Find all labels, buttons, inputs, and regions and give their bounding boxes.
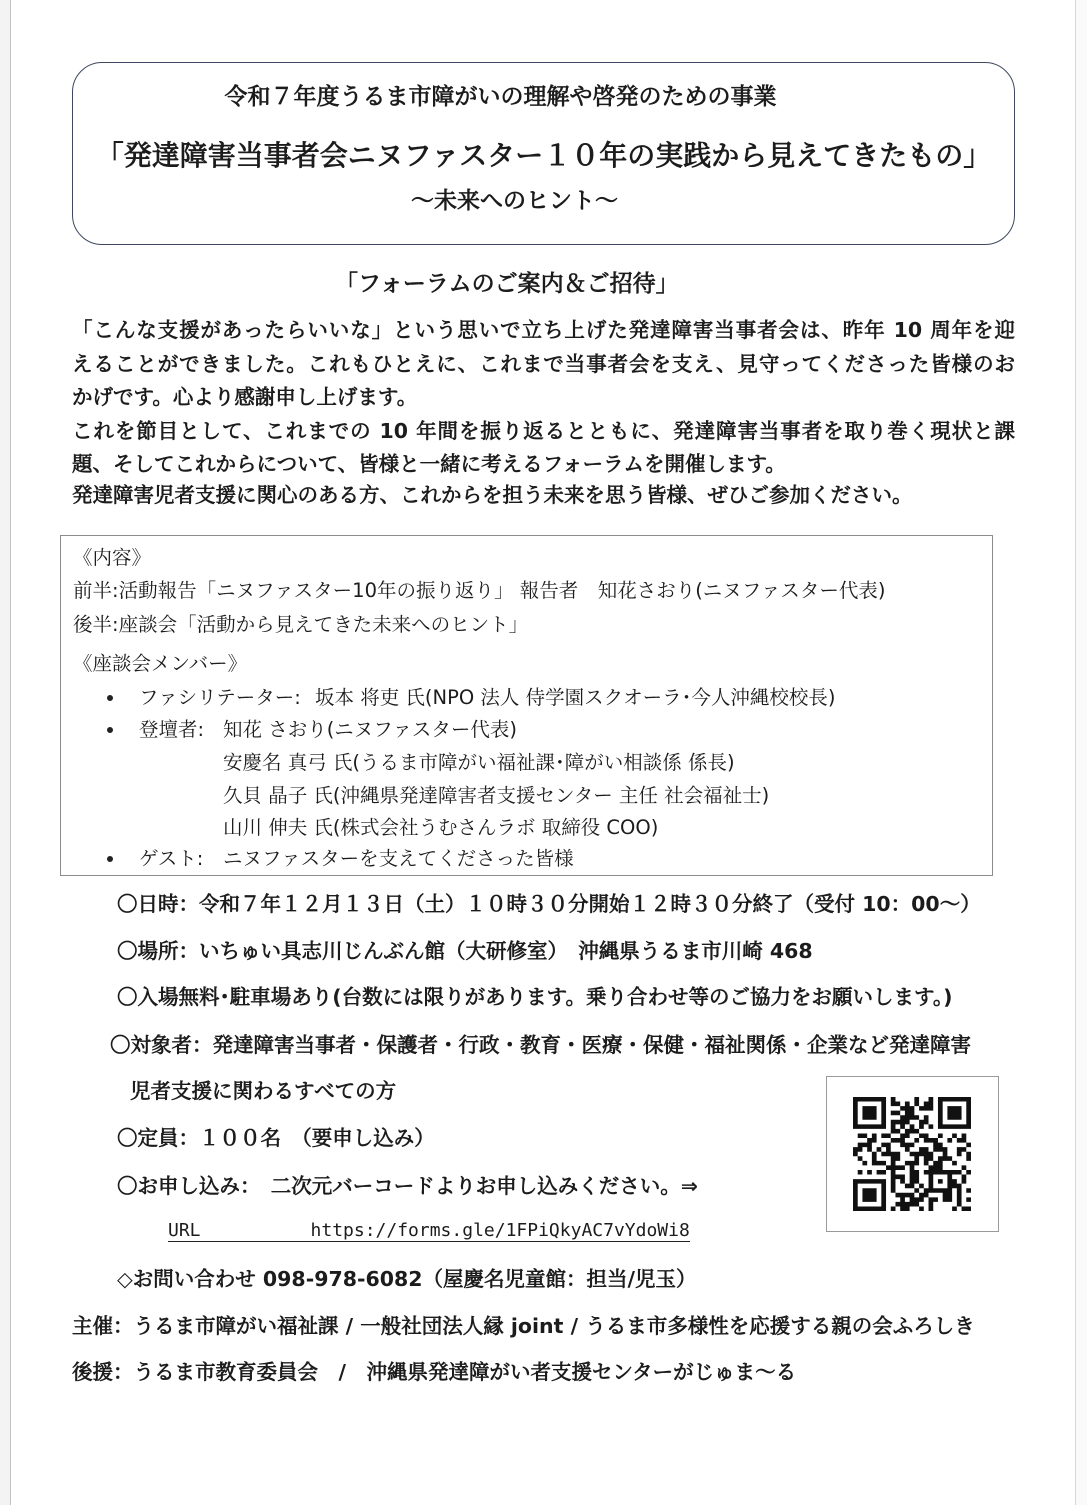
intro-line: 発達障害児者支援に関心のある方、これからを担う未来を思う皆様、ぜひご参加ください。	[72, 483, 913, 507]
event-subtitle: ～未来へのヒント～	[411, 188, 618, 214]
page-edge-right	[1075, 0, 1087, 1505]
program-first-half: 前半:活動報告「ニヌファスター10年の振り返り」 報告者 知花さおり(ニヌファスター代表)	[73, 579, 886, 602]
invitation-heading: 「フォーラムのご案内＆ご招待」	[335, 271, 679, 297]
qr-code-icon	[853, 1097, 971, 1211]
members-heading: 《座談会メンバー》	[73, 652, 248, 675]
bullet-icon	[107, 856, 113, 862]
header-box	[72, 62, 1015, 245]
intro-line: 「こんな支援があったらいいな」という思いで立ち上げた発達障害当事者会は、昨年 10 周年を迎	[72, 318, 1015, 342]
qr-code-pattern	[853, 1097, 971, 1211]
facilitator-name: 坂本 将吏 氏(NPO 法人 侍学園スクオーラ･今人沖縄校校長)	[315, 686, 836, 709]
page-edge-left	[0, 0, 11, 1505]
guests-role: ゲスト:	[139, 847, 204, 870]
intro-line: 題、そしてこれからについて、皆様と一緒に考えるフォーラムを開催します。	[72, 452, 786, 476]
speaker-item: 知花 さおり(ニヌファスター代表)	[223, 718, 518, 741]
organizers: 主催：うるま市障がい福祉課 / 一般社団法人縁 joint / うるま市多様性を応援する親の会ふろしき	[72, 1314, 975, 1338]
bullet-icon	[107, 695, 113, 701]
contents-heading: 《内容》	[73, 546, 152, 569]
speaker-item: 久貝 晶子 氏(沖縄県発達障害者支援センター 主任 社会福祉士)	[223, 784, 770, 807]
intro-line: これを節目として、これまでの 10 年間を振り返るとともに、発達障害当事者を取り巻く現状と課	[72, 419, 1015, 443]
event-target: 〇対象者：発達障害当事者・保護者・行政・教育・医療・保健・福祉関係・企業など発達障害	[110, 1033, 971, 1057]
contact-info: ◇お問い合わせ 098-978-6082（屋慶名児童館：担当/児玉）	[117, 1267, 697, 1291]
url-line	[168, 1221, 690, 1242]
event-target-cont: 児者支援に関わるすべての方	[130, 1079, 397, 1103]
speaker-item: 山川 伸夫 氏(株式会社うむさんラボ 取締役 COO)	[223, 816, 659, 839]
program-box	[60, 535, 993, 876]
url-label: URL	[168, 1220, 201, 1241]
intro-line: かげです。心より感謝申し上げます。	[72, 385, 418, 409]
bullet-icon	[107, 727, 113, 733]
guests-text: ニヌファスターを支えてくださった皆様	[223, 847, 574, 870]
speaker-item: 安慶名 真弓 氏(うるま市障がい福祉課･障がい相談係 係長)	[223, 751, 735, 774]
project-name: 令和７年度うるま市障がいの理解や啓発のための事業	[224, 84, 777, 110]
facilitator-role: ファシリテーター:	[139, 686, 301, 709]
speakers-role: 登壇者:	[139, 718, 205, 741]
event-title: 「発達障害当事者会ニヌファスター１０年の実践から見えてきたもの」	[95, 139, 992, 172]
intro-line: えることができました。これもひとえに、これまで当事者会を支え、見守ってくださった皆様のお	[72, 352, 1015, 376]
program-second-half: 後半:座談会「活動から見えてきた未来へのヒント」	[73, 613, 529, 636]
application-url-link[interactable]: https://forms.gle/1FPiQkyAC7vYdoWi8	[310, 1220, 690, 1241]
event-datetime: 〇日時：令和７年１２月１３日（土）１０時３０分開始１２時３０分終了（受付 10：00～）	[117, 892, 981, 916]
event-venue: 〇場所：いちゅい具志川じんぶん館（大研修室） 沖縄県うるま市川崎 468	[117, 939, 813, 963]
supporters: 後援：うるま市教育委員会 / 沖縄県発達障がい者支援センターがじゅま～る	[72, 1360, 797, 1384]
event-capacity: 〇定員：１００名 （要申し込み）	[117, 1126, 435, 1150]
event-admission: 〇入場無料･駐車場あり(台数には限りがあります。乗り合わせ等のご協力をお願いします。)	[117, 985, 953, 1009]
qr-code-box	[826, 1076, 999, 1232]
event-application: 〇お申し込み： 二次元バーコードよりお申し込みください。⇒	[117, 1174, 698, 1198]
